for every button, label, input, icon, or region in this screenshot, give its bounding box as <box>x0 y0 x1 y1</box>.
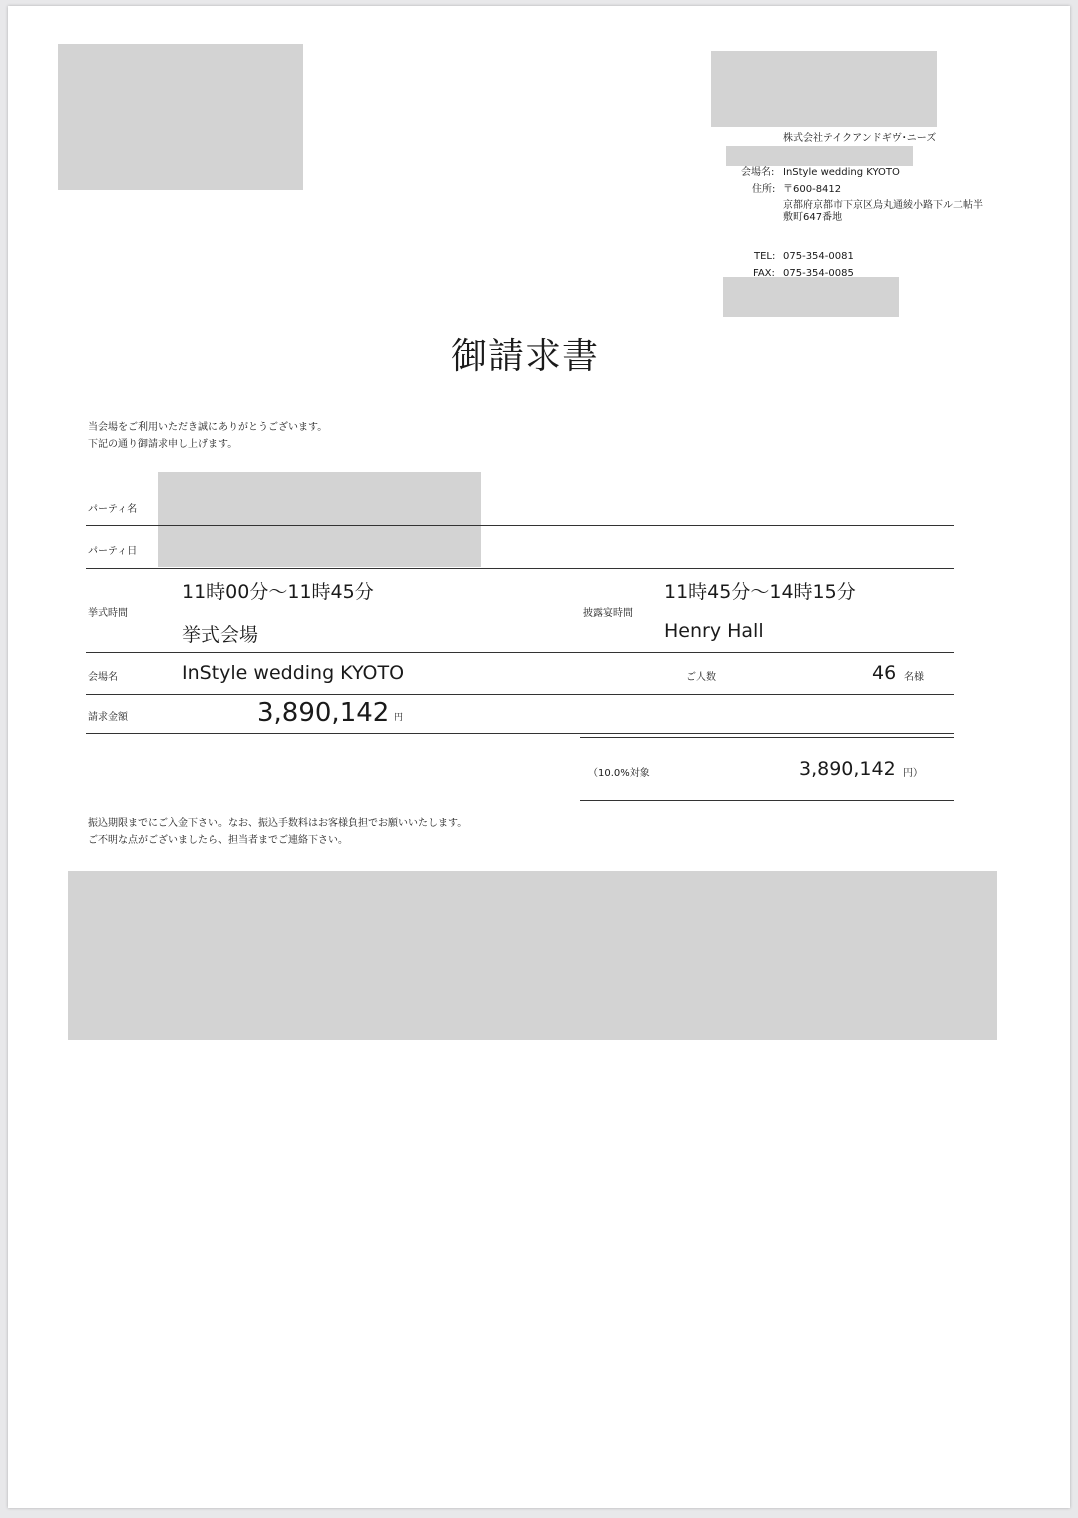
company-fax: 075-354-0085 <box>783 268 854 279</box>
company-venue-label: 会場名: <box>741 167 775 178</box>
tax-box-bottom-line <box>580 800 954 801</box>
guests-label: ご人数 <box>686 672 716 683</box>
company-address-line1: 京都府京都市下京区烏丸通綾小路下ル二帖半 <box>783 200 983 211</box>
row-divider <box>86 525 954 526</box>
tax-amount: 3,890,142 <box>799 758 896 780</box>
amount-unit: 円 <box>394 713 404 723</box>
party-date-label: パーティ日 <box>88 546 138 557</box>
venue-label: 会場名 <box>88 672 118 683</box>
row-divider <box>86 568 954 569</box>
company-address-line2: 敷町647番地 <box>783 212 843 223</box>
row-divider <box>86 652 954 653</box>
note-line2: ご不明な点がございましたら、担当者までご連絡下さい。 <box>88 835 348 846</box>
redacted-logo <box>58 44 303 190</box>
ceremony-time: 11時00分～11時45分 <box>182 581 374 603</box>
company-tel-label: TEL: <box>754 251 776 262</box>
company-fax-label: FAX: <box>753 268 775 279</box>
tax-unit: 円） <box>903 768 923 779</box>
intro-line1: 当会場をご利用いただき誠にありがとうございます。 <box>88 422 328 433</box>
party-name-label: パーティ名 <box>88 504 138 515</box>
redacted-company-logo <box>711 51 937 127</box>
guests-unit: 名様 <box>904 672 924 683</box>
company-venue-name: InStyle wedding KYOTO <box>783 167 900 178</box>
company-postal: 〒600-8412 <box>783 184 842 195</box>
intro-line2: 下記の通り御請求申し上げます。 <box>88 439 238 450</box>
reception-time: 11時45分～14時15分 <box>664 581 856 603</box>
note-line1: 振込期限までにご入金下さい。なお、振込手数料はお客様負担でお願いいたします。 <box>88 818 468 829</box>
reception-place: Henry Hall <box>664 620 764 642</box>
redacted-party-info <box>158 472 481 567</box>
company-name: 株式会社テイクアンドギヴ･ニーズ <box>783 133 937 144</box>
amount-value: 3,890,142 <box>257 698 390 728</box>
amount-label: 請求金額 <box>88 712 128 723</box>
venue-name: InStyle wedding KYOTO <box>182 662 405 684</box>
invoice-page <box>8 6 1070 1508</box>
redacted-bank-info <box>68 871 997 1040</box>
ceremony-time-label: 挙式時間 <box>88 608 128 619</box>
redacted-company-line <box>726 146 913 166</box>
row-divider <box>86 694 954 695</box>
tax-label: （10.0%対象 <box>588 768 650 779</box>
guests-count: 46 <box>872 662 897 684</box>
company-address-label: 住所: <box>752 184 776 195</box>
reception-time-label: 披露宴時間 <box>583 608 633 619</box>
tax-box-top-line <box>580 737 954 738</box>
document-title: 御請求書 <box>451 336 600 377</box>
company-tel: 075-354-0081 <box>783 251 854 262</box>
ceremony-place: 挙式会場 <box>182 624 259 646</box>
row-divider <box>86 733 954 734</box>
redacted-stamp <box>723 277 899 317</box>
